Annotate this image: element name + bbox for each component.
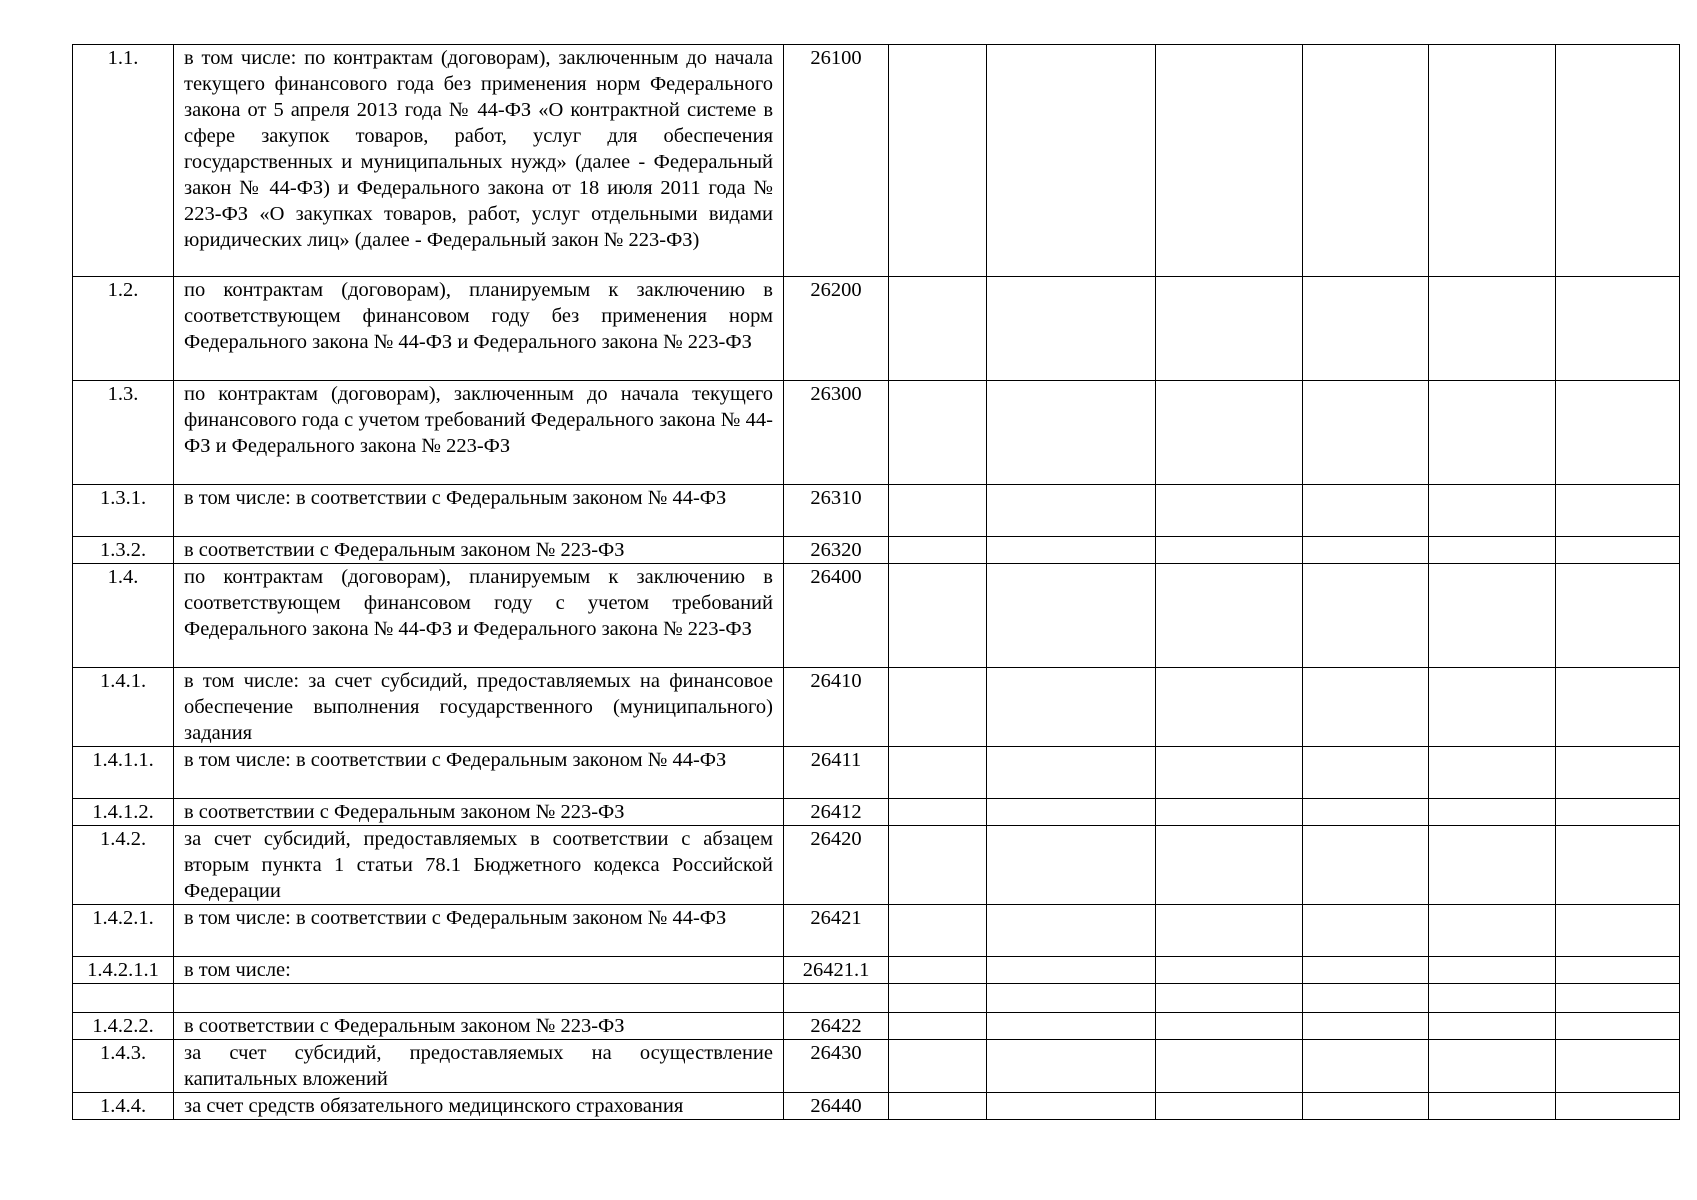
table-row [73, 45, 1680, 277]
value-cell [1556, 277, 1680, 381]
report-table [72, 44, 1680, 1120]
value-cell [987, 799, 1156, 826]
table-row [73, 381, 1680, 485]
row-number: 1.4.2.1. [73, 905, 174, 957]
row-number [73, 984, 174, 1013]
value-cell [1556, 1040, 1680, 1093]
value-cell [1156, 1040, 1303, 1093]
value-cell [889, 668, 987, 747]
value-cell [1303, 668, 1429, 747]
row-description: по контрактам (договорам), планируемым к заключению в соответствующем финансовом году без применения норм Федерального закона № 44-ФЗ и Федерального закона № 223-ФЗ [174, 277, 784, 381]
value-cell [987, 826, 1156, 905]
report-sheet [72, 44, 1680, 1120]
value-cell [1156, 381, 1303, 485]
value-cell [889, 957, 987, 984]
row-number: 1.1. [73, 45, 174, 277]
value-cell [1429, 799, 1556, 826]
value-cell [1303, 381, 1429, 485]
row-description: в том числе: в соответствии с Федеральным законом № 44-ФЗ [174, 905, 784, 957]
value-cell [889, 381, 987, 485]
row-description: в том числе: по контрактам (договорам), заключенным до начала текущего финансового года без применения норм Федерального закона от 5 апреля 2013 года № 44-ФЗ «О контрактной системе в сфере закупок товаров, работ, услуг для обеспечения государственных и муниципальных нужд» (далее - Федеральный закон № 44-ФЗ) и Федерального закона от 18 июля 2011 года № 223-ФЗ «О закупках товаров, работ, услуг отдельными видами юридических лиц» (далее - Федеральный закон № 223-ФЗ) [174, 45, 784, 277]
value-cell [889, 826, 987, 905]
row-code: 26320 [784, 537, 889, 564]
row-code: 26411 [784, 747, 889, 799]
row-description [174, 984, 784, 1013]
row-code: 26200 [784, 277, 889, 381]
value-cell [889, 277, 987, 381]
value-cell [1303, 45, 1429, 277]
row-number: 1.4.1.1. [73, 747, 174, 799]
row-number: 1.2. [73, 277, 174, 381]
row-description: по контрактам (договорам), заключенным до начала текущего финансового года с учетом требований Федерального закона № 44-ФЗ и Федерального закона № 223-ФЗ [174, 381, 784, 485]
value-cell [1556, 747, 1680, 799]
value-cell [1556, 984, 1680, 1013]
value-cell [1556, 1093, 1680, 1120]
table-row [73, 799, 1680, 826]
value-cell [889, 564, 987, 668]
value-cell [1303, 747, 1429, 799]
value-cell [1303, 905, 1429, 957]
row-number: 1.4.2. [73, 826, 174, 905]
value-cell [889, 905, 987, 957]
value-cell [987, 1013, 1156, 1040]
table-row [73, 277, 1680, 381]
value-cell [1156, 984, 1303, 1013]
table-row [73, 537, 1680, 564]
value-cell [889, 984, 987, 1013]
value-cell [1429, 1040, 1556, 1093]
row-code: 26310 [784, 485, 889, 537]
table-row [73, 905, 1680, 957]
value-cell [987, 564, 1156, 668]
row-code: 26421 [784, 905, 889, 957]
value-cell [1429, 984, 1556, 1013]
value-cell [1556, 1013, 1680, 1040]
value-cell [987, 984, 1156, 1013]
value-cell [1429, 668, 1556, 747]
value-cell [1303, 957, 1429, 984]
value-cell [889, 485, 987, 537]
value-cell [889, 1040, 987, 1093]
value-cell [1429, 957, 1556, 984]
value-cell [1429, 1013, 1556, 1040]
row-code: 26300 [784, 381, 889, 485]
value-cell [1556, 957, 1680, 984]
row-description: за счет субсидий, предоставляемых в соответствии с абзацем вторым пункта 1 статьи 78.1 Бюджетного кодекса Российской Федерации [174, 826, 784, 905]
table-row [73, 747, 1680, 799]
value-cell [987, 957, 1156, 984]
value-cell [1429, 277, 1556, 381]
value-cell [1156, 1013, 1303, 1040]
value-cell [889, 537, 987, 564]
row-number: 1.3. [73, 381, 174, 485]
table-row [73, 1013, 1680, 1040]
table-row [73, 1093, 1680, 1120]
value-cell [987, 905, 1156, 957]
row-number: 1.3.2. [73, 537, 174, 564]
value-cell [1556, 668, 1680, 747]
value-cell [987, 1093, 1156, 1120]
value-cell [1429, 826, 1556, 905]
value-cell [1156, 826, 1303, 905]
row-description: в том числе: за счет субсидий, предоставляемых на финансовое обеспечение выполнения государственного (муниципального) задания [174, 668, 784, 747]
value-cell [987, 277, 1156, 381]
value-cell [889, 45, 987, 277]
row-number: 1.4.3. [73, 1040, 174, 1093]
row-number: 1.4.4. [73, 1093, 174, 1120]
row-description: в соответствии с Федеральным законом № 223-ФЗ [174, 799, 784, 826]
row-description: в соответствии с Федеральным законом № 223-ФЗ [174, 1013, 784, 1040]
value-cell [1156, 564, 1303, 668]
value-cell [1303, 799, 1429, 826]
value-cell [1156, 537, 1303, 564]
row-number: 1.4.1.2. [73, 799, 174, 826]
value-cell [1429, 564, 1556, 668]
value-cell [1556, 381, 1680, 485]
row-number: 1.4.2.2. [73, 1013, 174, 1040]
value-cell [1303, 1013, 1429, 1040]
table-row [73, 826, 1680, 905]
value-cell [1303, 564, 1429, 668]
value-cell [1303, 537, 1429, 564]
value-cell [1429, 485, 1556, 537]
row-code: 26100 [784, 45, 889, 277]
row-code [784, 984, 889, 1013]
value-cell [987, 381, 1156, 485]
value-cell [1303, 485, 1429, 537]
value-cell [987, 537, 1156, 564]
table-row [73, 485, 1680, 537]
value-cell [987, 1040, 1156, 1093]
row-number: 1.3.1. [73, 485, 174, 537]
value-cell [1156, 485, 1303, 537]
value-cell [1156, 277, 1303, 381]
row-description: по контрактам (договорам), планируемым к заключению в соответствующем финансовом году с учетом требований Федерального закона № 44-ФЗ и Федерального закона № 223-ФЗ [174, 564, 784, 668]
value-cell [889, 1093, 987, 1120]
row-description: в том числе: в соответствии с Федеральным законом № 44-ФЗ [174, 485, 784, 537]
value-cell [1156, 1093, 1303, 1120]
value-cell [1556, 826, 1680, 905]
value-cell [987, 45, 1156, 277]
value-cell [1156, 957, 1303, 984]
value-cell [1156, 668, 1303, 747]
value-cell [889, 799, 987, 826]
value-cell [889, 747, 987, 799]
table-row [73, 984, 1680, 1013]
value-cell [1303, 1093, 1429, 1120]
row-code: 26412 [784, 799, 889, 826]
row-description: в соответствии с Федеральным законом № 223-ФЗ [174, 537, 784, 564]
row-code: 26440 [784, 1093, 889, 1120]
value-cell [1429, 1093, 1556, 1120]
value-cell [1556, 905, 1680, 957]
table-row [73, 668, 1680, 747]
row-code: 26410 [784, 668, 889, 747]
value-cell [1556, 564, 1680, 668]
table-row [73, 957, 1680, 984]
value-cell [1303, 1040, 1429, 1093]
value-cell [1303, 277, 1429, 381]
row-description: в том числе: в соответствии с Федеральным законом № 44-ФЗ [174, 747, 784, 799]
row-number: 1.4.1. [73, 668, 174, 747]
value-cell [1556, 799, 1680, 826]
row-code: 26421.1 [784, 957, 889, 984]
value-cell [1429, 381, 1556, 485]
value-cell [1156, 747, 1303, 799]
value-cell [1156, 905, 1303, 957]
table-row [73, 1040, 1680, 1093]
row-number: 1.4.2.1.1 [73, 957, 174, 984]
value-cell [1156, 45, 1303, 277]
value-cell [1429, 747, 1556, 799]
value-cell [987, 485, 1156, 537]
row-number: 1.4. [73, 564, 174, 668]
value-cell [1429, 537, 1556, 564]
value-cell [987, 747, 1156, 799]
row-description: за счет средств обязательного медицинского страхования [174, 1093, 784, 1120]
value-cell [1556, 45, 1680, 277]
value-cell [1156, 799, 1303, 826]
table-row [73, 564, 1680, 668]
value-cell [987, 668, 1156, 747]
value-cell [1429, 45, 1556, 277]
value-cell [889, 1013, 987, 1040]
row-code: 26400 [784, 564, 889, 668]
value-cell [1556, 485, 1680, 537]
row-code: 26430 [784, 1040, 889, 1093]
row-code: 26422 [784, 1013, 889, 1040]
row-code: 26420 [784, 826, 889, 905]
row-description: в том числе: [174, 957, 784, 984]
value-cell [1303, 984, 1429, 1013]
value-cell [1556, 537, 1680, 564]
row-description: за счет субсидий, предоставляемых на осуществление капитальных вложений [174, 1040, 784, 1093]
value-cell [1429, 905, 1556, 957]
value-cell [1303, 826, 1429, 905]
